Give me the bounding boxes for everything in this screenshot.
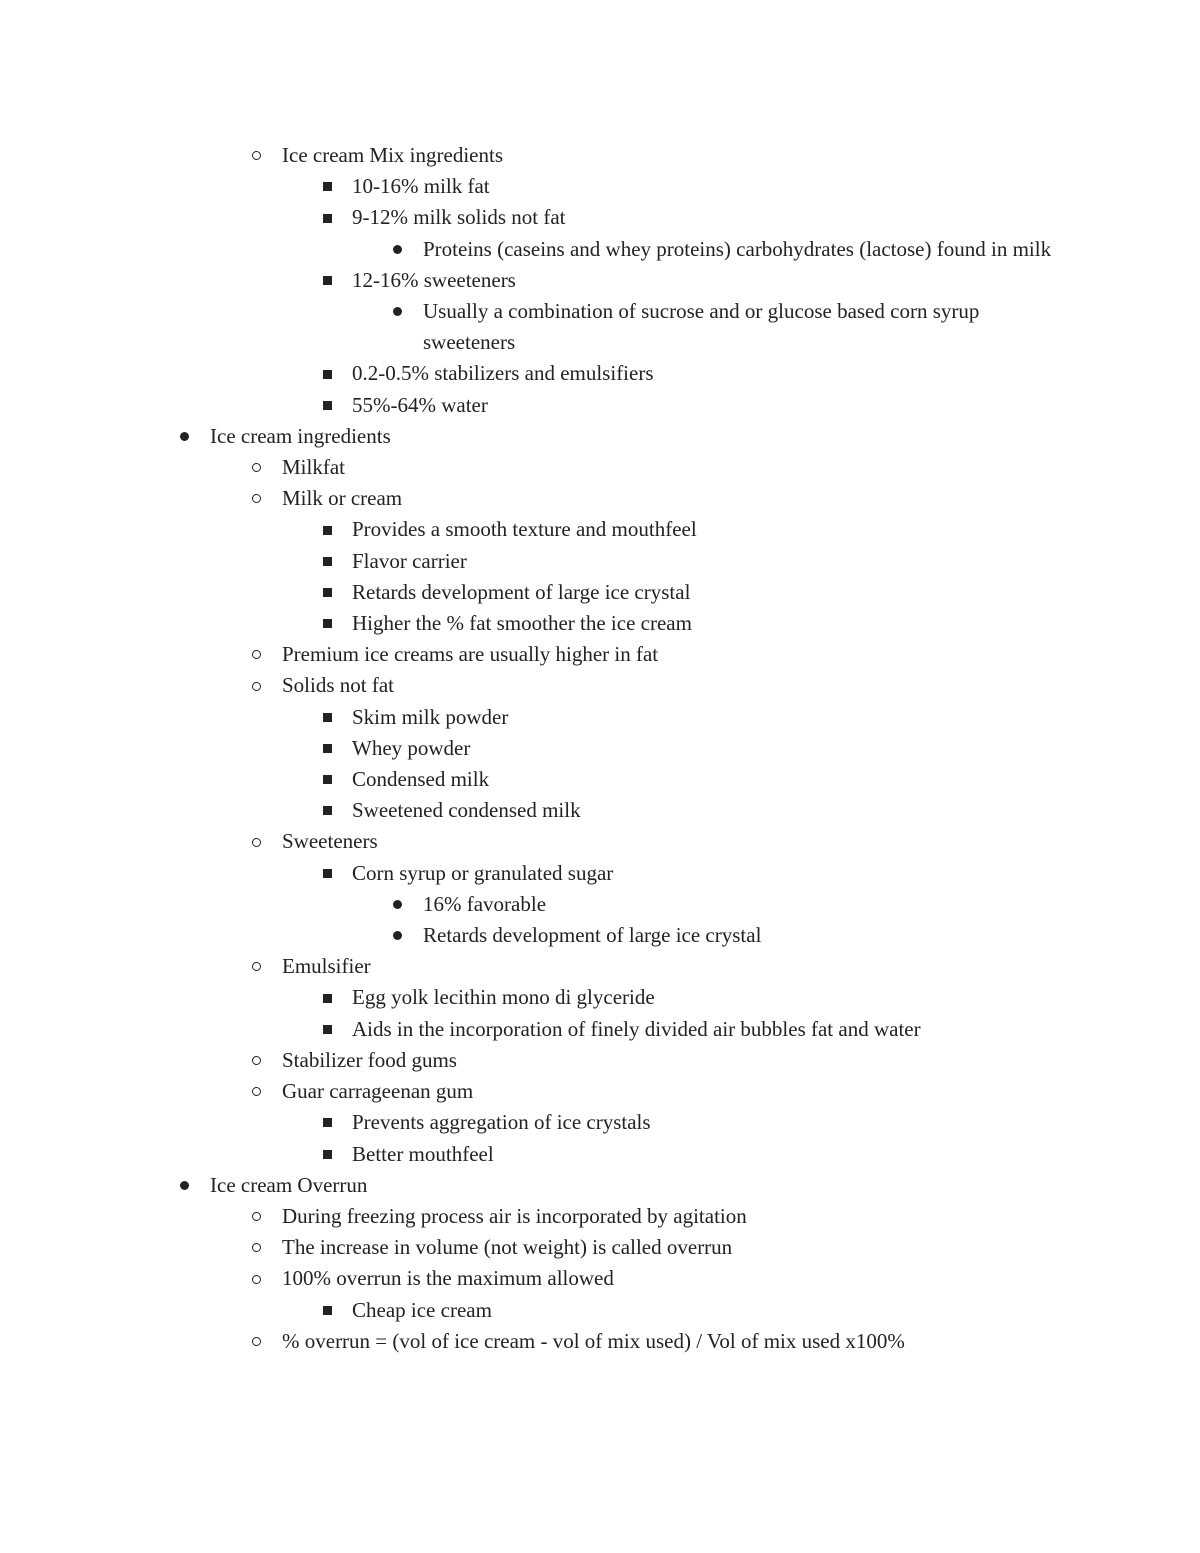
outline-item-text: 12-16% sweeteners	[352, 267, 516, 292]
bullet-marker	[317, 1295, 337, 1326]
hollow-circle-bullet-icon	[252, 1056, 261, 1065]
filled-square-bullet-icon	[323, 994, 332, 1003]
filled-circle-bullet-icon	[180, 432, 189, 441]
bullet-marker	[317, 390, 337, 421]
bullet-marker	[174, 421, 194, 452]
outline-item-level-2	[282, 1076, 1200, 1107]
outline-item-level-2	[282, 951, 1200, 982]
bullet-marker	[246, 483, 266, 514]
outline-item-text: Usually a combination of sucrose and or glucose based corn syrup sweeteners	[423, 299, 980, 355]
outline-item-text: 100% overrun is the maximum allowed	[282, 1266, 614, 1291]
outline-item-text: Milk or cream	[282, 486, 403, 511]
outline-item-level-3	[352, 514, 1200, 545]
outline-item-text: Guar carrageenan gum	[282, 1079, 474, 1104]
outline-item-level-3	[352, 982, 1200, 1013]
filled-circle-bullet-icon	[393, 307, 402, 316]
outline-item-level-3	[352, 608, 1200, 639]
outline-item-text: Premium ice creams are usually higher in fat	[282, 642, 659, 667]
hollow-circle-bullet-icon	[252, 494, 261, 503]
outline-item-level-3	[352, 858, 1200, 889]
filled-circle-bullet-icon	[393, 900, 402, 909]
outline-item-text: Higher the % fat smoother the ice cream	[352, 611, 692, 636]
bullet-marker	[387, 889, 407, 920]
hollow-circle-bullet-icon	[252, 1087, 261, 1096]
outline-item-text: The increase in volume (not weight) is called overrun	[282, 1235, 733, 1260]
outline-item-level-1	[210, 421, 1200, 452]
filled-square-bullet-icon	[323, 276, 332, 285]
filled-circle-bullet-icon	[180, 1181, 189, 1190]
filled-square-bullet-icon	[323, 1150, 332, 1159]
bullet-marker	[317, 1107, 337, 1138]
outline-item-level-3	[352, 764, 1200, 795]
outline-item-level-3	[352, 390, 1200, 421]
bullet-marker	[317, 982, 337, 1013]
bullet-marker	[317, 1014, 337, 1045]
bullet-marker	[387, 920, 407, 951]
bullet-marker	[246, 670, 266, 701]
bullet-marker	[317, 546, 337, 577]
filled-square-bullet-icon	[323, 370, 332, 379]
filled-square-bullet-icon	[323, 526, 332, 535]
bullet-marker	[317, 702, 337, 733]
outline-item-level-4	[423, 296, 1073, 358]
outline-item-level-3	[352, 733, 1200, 764]
bullet-marker	[246, 1326, 266, 1357]
outline-item-level-3	[352, 1295, 1200, 1326]
outline-item-level-3	[352, 265, 1200, 296]
bullet-marker	[387, 296, 407, 327]
outline-item-text: Retards development of large ice crystal	[352, 579, 691, 604]
filled-square-bullet-icon	[323, 806, 332, 815]
filled-square-bullet-icon	[323, 214, 332, 223]
outline-item-level-3	[352, 1139, 1200, 1170]
filled-square-bullet-icon	[323, 775, 332, 784]
outline-item-level-2	[282, 826, 1200, 857]
outline-item-text: Sweetened condensed milk	[352, 798, 581, 823]
outline-item-level-2	[282, 1326, 1200, 1357]
bullet-marker	[246, 1232, 266, 1263]
bullet-marker	[246, 1201, 266, 1232]
outline-item-text: Skim milk powder	[352, 704, 509, 729]
outline-item-level-3	[352, 577, 1200, 608]
bullet-marker	[246, 639, 266, 670]
hollow-circle-bullet-icon	[252, 1337, 261, 1346]
bullet-marker	[246, 140, 266, 171]
bullet-marker	[387, 234, 407, 265]
outline-item-text: Whey powder	[352, 735, 471, 760]
outline-item-level-3	[352, 546, 1200, 577]
outline-item-level-4	[423, 234, 1073, 265]
outline-item-text: 9-12% milk solids not fat	[352, 205, 566, 230]
bullet-marker	[246, 1076, 266, 1107]
outline-item-text: Ice cream Overrun	[210, 1172, 368, 1197]
bullet-marker	[317, 202, 337, 233]
filled-square-bullet-icon	[323, 1025, 332, 1034]
outline-item-level-1	[210, 1170, 1200, 1201]
outline-item-text: Aids in the incorporation of finely divided air bubbles fat and water	[352, 1016, 921, 1041]
outline-item-text: Better mouthfeel	[352, 1141, 494, 1166]
bullet-marker	[246, 826, 266, 857]
outline-item-level-3	[352, 358, 1200, 389]
bullet-marker	[246, 452, 266, 483]
filled-square-bullet-icon	[323, 1118, 332, 1127]
outline-item-level-2	[282, 140, 1200, 171]
outline-item-text: Cheap ice cream	[352, 1297, 492, 1322]
outline-item-level-3	[352, 202, 1200, 233]
outline-item-level-3	[352, 702, 1200, 733]
filled-square-bullet-icon	[323, 1306, 332, 1315]
bullet-marker	[317, 171, 337, 202]
bullet-marker	[317, 1139, 337, 1170]
outline-item-text: Provides a smooth texture and mouthfeel	[352, 517, 697, 542]
outline-item-text: Retards development of large ice crystal	[423, 923, 762, 948]
bullet-marker	[317, 514, 337, 545]
filled-square-bullet-icon	[323, 713, 332, 722]
outline-item-text: Stabilizer food gums	[282, 1047, 457, 1072]
outline-item-level-2	[282, 452, 1200, 483]
outline-item-text: 10-16% milk fat	[352, 174, 490, 199]
bullet-marker	[246, 951, 266, 982]
outline-item-level-3	[352, 1014, 1200, 1045]
hollow-circle-bullet-icon	[252, 962, 261, 971]
outline-item-level-2	[282, 670, 1200, 701]
bullet-marker	[317, 858, 337, 889]
filled-square-bullet-icon	[323, 557, 332, 566]
bullet-marker	[246, 1045, 266, 1076]
filled-square-bullet-icon	[323, 401, 332, 410]
outline-item-level-2	[282, 639, 1200, 670]
outline-item-level-3	[352, 171, 1200, 202]
bullet-marker	[174, 1170, 194, 1201]
outline-item-text: Ice cream ingredients	[210, 423, 391, 448]
hollow-circle-bullet-icon	[252, 1243, 261, 1252]
outline-item-text: During freezing process air is incorporated by agitation	[282, 1203, 747, 1228]
outline-item-level-2	[282, 1263, 1200, 1294]
outline-item-text: Corn syrup or granulated sugar	[352, 860, 614, 885]
bullet-marker	[317, 795, 337, 826]
hollow-circle-bullet-icon	[252, 1212, 261, 1221]
outline-item-text: Emulsifier	[282, 954, 371, 979]
hollow-circle-bullet-icon	[252, 650, 261, 659]
bullet-marker	[317, 608, 337, 639]
outline-item-level-4	[423, 889, 1073, 920]
outline-item-text: % overrun = (vol of ice cream - vol of mix used) / Vol of mix used x100%	[282, 1328, 905, 1353]
outline-item-level-3	[352, 1107, 1200, 1138]
bullet-marker	[317, 733, 337, 764]
hollow-circle-bullet-icon	[252, 682, 261, 691]
hollow-circle-bullet-icon	[252, 1275, 261, 1284]
outline-item-text: 0.2-0.5% stabilizers and emulsifiers	[352, 361, 654, 386]
bullet-marker	[246, 1263, 266, 1294]
filled-square-bullet-icon	[323, 869, 332, 878]
filled-square-bullet-icon	[323, 588, 332, 597]
filled-circle-bullet-icon	[393, 245, 402, 254]
outline-item-text: Sweeteners	[282, 829, 378, 854]
outline-item-text: Ice cream Mix ingredients	[282, 143, 503, 167]
hollow-circle-bullet-icon	[252, 838, 261, 847]
bullet-marker	[317, 764, 337, 795]
outline-item-level-2	[282, 1232, 1200, 1263]
bullet-marker	[317, 358, 337, 389]
filled-square-bullet-icon	[323, 182, 332, 191]
filled-square-bullet-icon	[323, 619, 332, 628]
outline-item-level-2	[282, 1045, 1200, 1076]
outline-item-level-2	[282, 1201, 1200, 1232]
outline-item-level-2	[282, 483, 1200, 514]
outline-item-text: Solids not fat	[282, 673, 395, 698]
outline-item-level-4	[423, 920, 1073, 951]
outline-document	[0, 140, 1200, 1357]
outline-item-text: 55%-64% water	[352, 392, 488, 417]
bullet-marker	[317, 265, 337, 296]
bullet-marker	[317, 577, 337, 608]
hollow-circle-bullet-icon	[252, 463, 261, 472]
outline-item-text: Condensed milk	[352, 767, 490, 792]
outline-item-text: Egg yolk lecithin mono di glyceride	[352, 985, 655, 1010]
hollow-circle-bullet-icon	[252, 151, 261, 160]
outline-item-level-3	[352, 795, 1200, 826]
filled-circle-bullet-icon	[393, 931, 402, 940]
outline-item-text: 16% favorable	[423, 891, 547, 916]
outline-item-text: Proteins (caseins and whey proteins) carbohydrates (lactose) found in milk	[423, 236, 1052, 261]
outline-item-text: Prevents aggregation of ice crystals	[352, 1110, 651, 1135]
outline-item-text: Milkfat	[282, 455, 345, 480]
filled-square-bullet-icon	[323, 744, 332, 753]
outline-item-text: Flavor carrier	[352, 548, 467, 573]
